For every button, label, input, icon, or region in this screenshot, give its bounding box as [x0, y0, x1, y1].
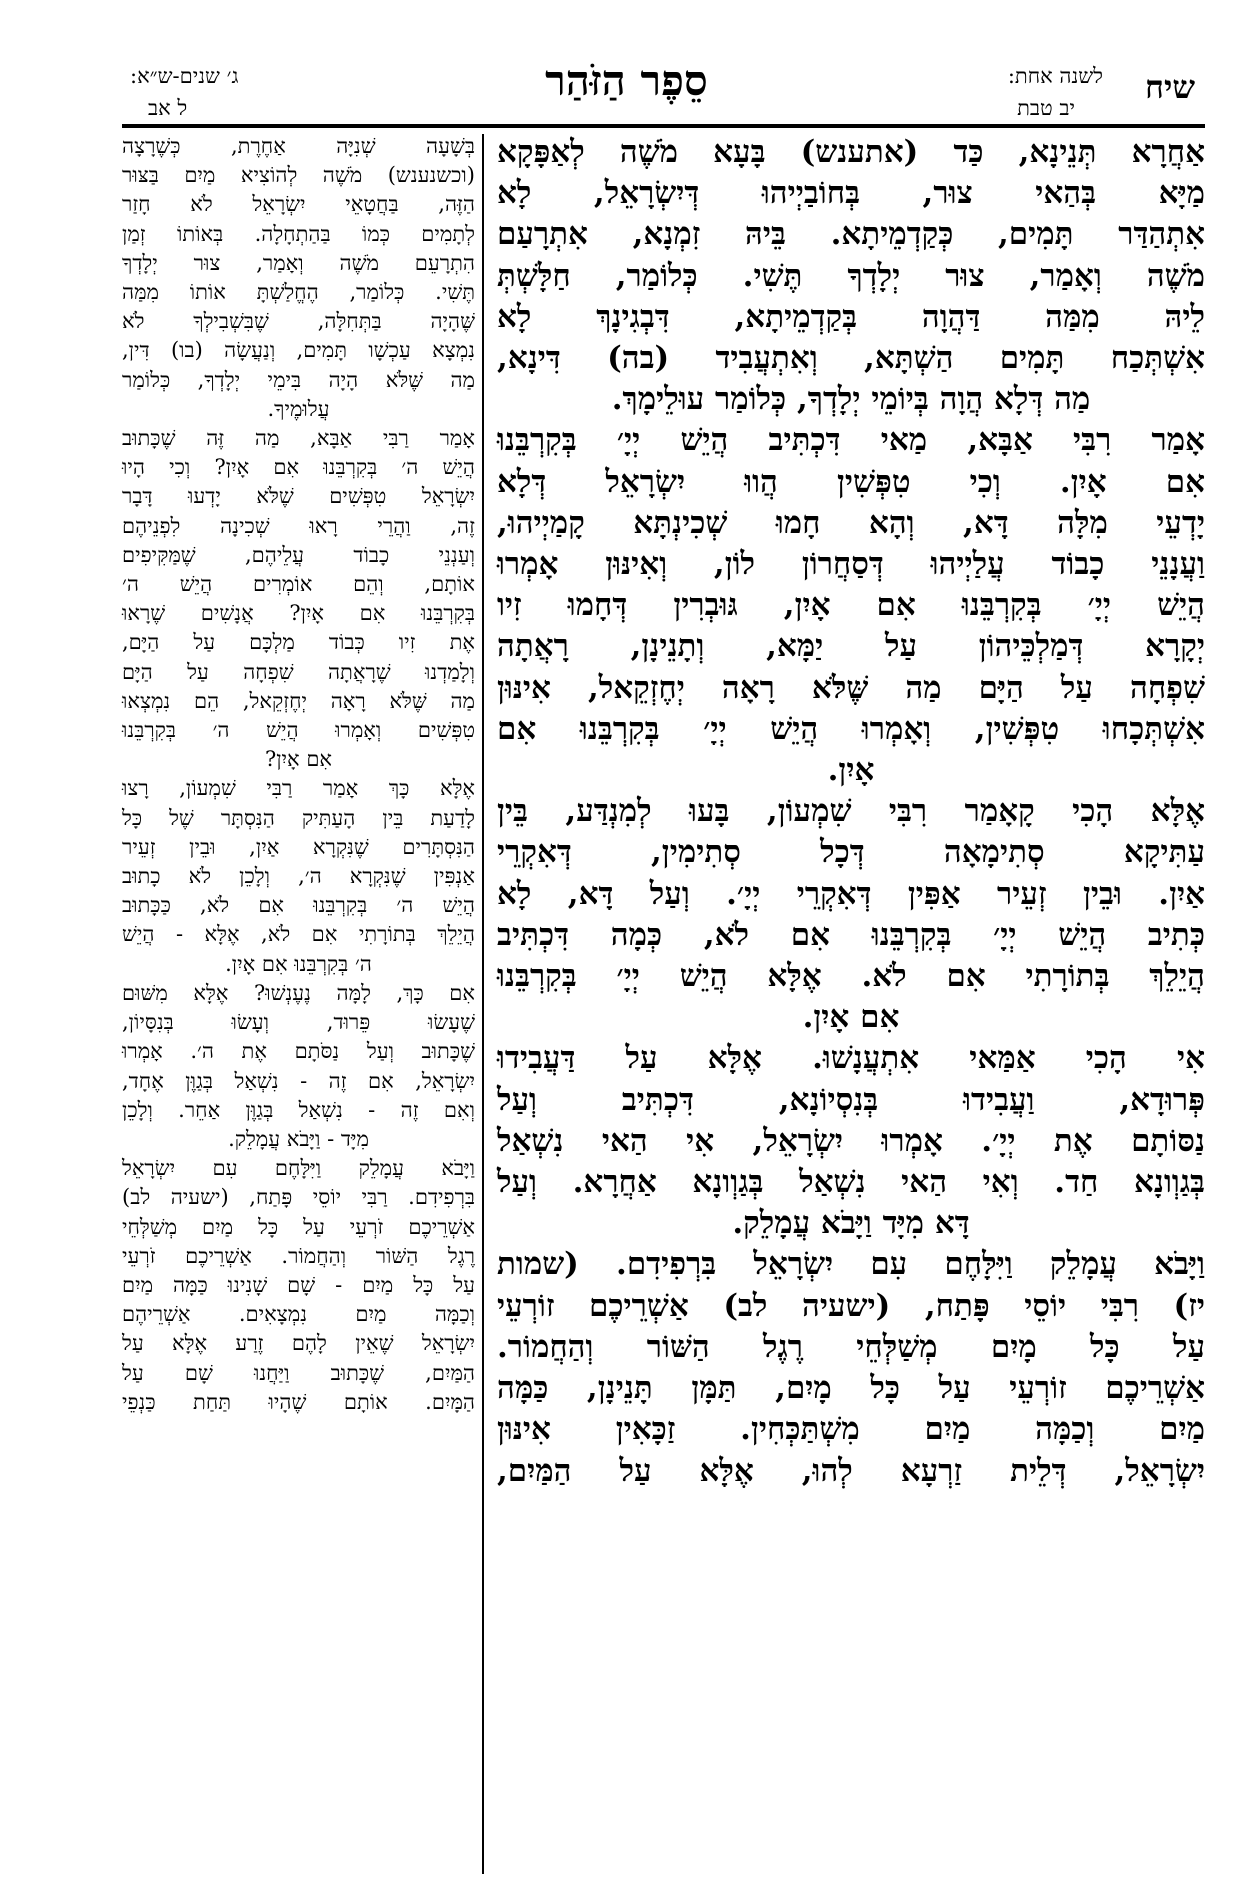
text-line: אֶת זִיו כְּבוֹד מַלְכָּם עַל הַיָּם,: [122, 630, 475, 655]
text-line: יִשְׂרָאֵל טִפְּשִׁים שֶׁלֹּא יָדְעוּ דָּבָר: [122, 484, 475, 509]
page-header: [0, 0, 1253, 120]
text-line: אֶלָּא הָכִי קָאָמַר רִבִּי שִׁמְעוֹן, בָּעוּ לְמִנְדַּע, בֵּין: [497, 793, 1205, 830]
text-line: אִם אָיִן. וְכִי טִפְּשִׁין הֲווּ יִשְׂרָאֵל דְּלָא: [497, 463, 1205, 500]
page-number: שיח: [1145, 68, 1195, 106]
text-line: בְּשָׁעָה שְׁנִיָּה אַחֶרֶת, כְּשֶׁרָצָה: [122, 134, 475, 158]
text-line: בְּקִרְבֵּנוּ אִם אָיִן? אֲנָשִׁים שֶׁרָאוּ: [122, 601, 475, 626]
text-line: לָדַעַת בֵּין הָעַתִּיק הַנִּסְתָּר שֶׁל כָּל: [122, 805, 475, 830]
text-line: אַנְפִּין שֶׁנִּקְרָא ה׳, וְלָכֵן לֹא כָתוּב: [122, 864, 475, 889]
text-line: וְלָמַדְנוּ שֶׁרָאֲתָה שִׁפְחָה עַל הַיָּם: [122, 659, 475, 684]
text-line: יָדְעֵי מִלָּה דָּא, וְהָא חָמוּ שְׁכִינְתָּא קָמַיְיהוּ,: [497, 504, 1205, 541]
aramaic-text-column: [497, 132, 1205, 1492]
text-line: אַשְׁרֵיכֶם זוֹרְעֵי עַל כָּל מָיִם, תַּמָּן תָּנֵינָן, כַּמָּה: [497, 1370, 1205, 1407]
text-line: עַתִּיקָא סְתִימָאָה דְּכָל סְתִימִין, דְּאִקְרֵי: [497, 834, 1205, 871]
text-line: וַיָּבֹא עֲמָלֵק וַיִּלָּחֶם עִם יִשְׂרָאֵל בִּרְפִידִם. (שמות: [497, 1246, 1205, 1283]
text-line: אִשְׁתְּכָחוּ טִפְּשִׁין, וְאָמְרוּ הֲיֵשׁ יְיָ׳ בְּקִרְבֵּנוּ אִם: [497, 710, 1205, 747]
text-line: שִׁפְחָה עַל הַיָּם מַה שֶּׁלֹּא רָאָה יְחֶזְקֵאל, אִינּוּן: [497, 669, 1205, 706]
text-line: אַיִן. וּבֵין זְעֵיר אַפִּין דְּאִקְרֵי יְיָ׳. וְעַל דָּא, לָא: [497, 875, 1205, 912]
text-line: יִשְׂרָאֵל שֶׁאֵין לָהֶם זֶרַע אֶלָּא עַל: [122, 1331, 475, 1356]
text-line: יז) רִבִּי יוֹסֵי פָּתַח, (ישעיה לב) אַשְׁרֵיכֶם זוֹרְעֵי: [497, 1287, 1205, 1324]
text-line: טִפְּשִׁים וְאָמְרוּ הֲיֵשׁ ה׳ בְּקִרְבֵּנוּ: [122, 718, 475, 743]
text-line: לֵיהּ מִמַּה דַּהֲוָה בְּקַדְמֵיתָא, דִּבְגִינָךְ לָא: [497, 298, 1205, 335]
text-line: פְּרוּדָא, וַעֲבִידוּ בְּנִסְיוֹנָא, דִּכְתִּיב וְעַל: [497, 1081, 1205, 1118]
text-line: אָמַר רִבִּי אַבָּא, מַאי דִּכְתִּיב הֲיֵשׁ יְיָ׳ בְּקִרְבֵּנוּ: [497, 422, 1205, 459]
text-line: וַעֲנָנֵי כָבוֹד עֲלַיְיהוּ דְּסַחֲרוֹן לוֹן, וְאִינּוּן אָמְרוּ: [497, 546, 1205, 583]
text-line: הֲיֵלֵךְ בְּתוֹרָתִי אִם לֹא, אֶלָּא - הֲיֵשׁ: [122, 922, 475, 947]
text-line: וְאִם זֶה - נִשְׁאַל בְּגַוֶּן אַחֵר. וְלָכֵן: [122, 1097, 475, 1122]
text-line: מַיָּא בְּהַאי צוּר, בְּחוֹבַיְיהוּ דְּיִשְׂרָאֵל, לָא: [497, 175, 1205, 212]
text-line: זֶה, וַהֲרֵי רָאוּ שְׁכִינָה לִפְנֵיהֶם: [122, 513, 475, 538]
header-divider: [122, 124, 1205, 128]
text-line: אִם אָיִן?: [264, 747, 333, 772]
text-line: וַיָּבֹא עֲמָלֵק וַיִּלָּחֶם עִם יִשְׂרָאֵל: [122, 1156, 475, 1181]
text-line: יְקָרָא דְּמַלְכֵּיהוֹן עַל יַמָּא, וְתָנֵינָן, רָאֲתָה: [497, 628, 1205, 665]
column-divider: [482, 134, 484, 1874]
text-line: לְתָמִים כְּמוֹ בַּהַתְחָלָה. בְּאוֹתוֹ זְמַן: [122, 221, 475, 246]
text-line: הַמַּיִם, שֶׁכָּתוּב וַיַּחֲנוּ שָׁם עַל: [122, 1360, 475, 1385]
text-line: הֲיֵלֵךְ בְּתוֹרָתִי אִם לֹא. אֶלָּא הֲיֵשׁ יְיָ׳ בְּקִרְבֵּנוּ: [497, 958, 1205, 995]
text-line: הִתְרָעֵם מֹשֶׁה וְאָמַר, צוּר יְלָדְךָ: [122, 250, 475, 275]
text-line: מַה דְּלָא הֲוָה בְּיוֹמֵי יְלָדְךָ, כְּלוֹמַר עוּלֵימָךְ.: [611, 381, 1091, 418]
text-line: יִשְׂרָאֵל, דְּלֵית זַרְעָא לְהוּ, אֶלָּא עַל הַמַּיִם,: [497, 1452, 1205, 1489]
hebrew-translation-column: [122, 132, 475, 1417]
text-line: ה׳ בְּקִרְבֵּנוּ אִם אָיִן.: [225, 951, 372, 976]
text-line: שֶׁכָּתוּב וְעַל נַסֹּתָם אֶת ה׳. אָמְרוּ: [122, 1039, 475, 1064]
text-line: הֲיֵשׁ ה׳ בְּקִרְבֵּנוּ אִם לֹא, כַּכָּתוּב: [122, 893, 475, 918]
schedule-one-year-date: יב טבת: [1017, 96, 1075, 120]
text-line: שֶּׁהָיָה בַּתְּחִלָּה, שֶׁבִּשְׁבִילְךָ לֹא: [122, 309, 475, 334]
text-line: וְכַמָּה מַיִם נִמְצָאִים. אַשְׁרֵיהֶם: [122, 1302, 475, 1327]
text-line: וְעַנְנֵי כָבוֹד עֲלֵיהֶם, שֶׁמַּקִּיפִים: [122, 542, 475, 567]
text-line: אִם אָיִן.: [802, 999, 900, 1036]
text-line: דָּא מִיָּד וַיָּבֹא עֲמָלֵק.: [732, 1205, 970, 1242]
text-line: תֶּשִׁי. כְּלוֹמַר, הֶחֱלַשְׁתָּ אוֹתוֹ מִמַּה: [122, 280, 475, 305]
text-line: אָמַר רַבִּי אַבָּא, מַה זֶּה שֶׁכָּתוּב: [122, 426, 475, 451]
text-line: מַה שֶּׁלֹּא רָאָה יְחֶזְקֵאל, הֵם נִמְצְאוּ: [122, 688, 475, 713]
text-line: מֹשֶׁה וְאָמַר, צוּר יְלָדְךָ תֶּשִׁי. כְּלוֹמַר, חַלָּשְׁתְּ: [497, 257, 1205, 294]
text-line: בִּרְפִידִם. רַבִּי יוֹסֵי פָּתַח, (ישעיה לב): [122, 1185, 475, 1210]
text-line: אִשְׁתְּכַח תָּמִים הַשְׁתָּא, וְאִתְעֲבִיד (בה) דִּינָא,: [497, 340, 1205, 377]
text-line: יִשְׂרָאֵל, אִם זֶה - נִשְׁאַל בְּגַוֶּן אֶחָד,: [122, 1068, 475, 1093]
text-line: הֲיֵשׁ ה׳ בְּקִרְבֵּנוּ אִם אָיִן? וְכִי הָיוּ: [122, 455, 475, 480]
text-line: נַסּוֹתָם אֶת יְיָ׳. אָמְרוּ יִשְׂרָאֵל, אִי הַאי נִשְׁאַל: [497, 1122, 1205, 1159]
schedule-three-year-label: ג׳ שנים-ש״א:: [130, 64, 239, 88]
text-line: הַמָּיִם. אוֹתָם שֶׁהָיוּ תַּחַת כַּנְפֵי: [122, 1389, 475, 1414]
text-line: רֶגֶל הַשּׁוֹר וְהַחֲמוֹר. אַשְׁרֵיכֶם זֹרְעֵי: [122, 1243, 475, 1268]
text-line: כְּתִיב הֲיֵשׁ יְיָ׳ בְּקִרְבֵּנוּ אִם לֹא, כְּמָה דִּכְתִּיב: [497, 916, 1205, 953]
text-line: מַיִם וְכַמָּה מַיִם מִשְׁתַּכְּחִין. זַכָּאִין אִינּוּן: [497, 1411, 1205, 1448]
text-line: שֶׁעָשׂוּ פֵּרוּד, וְעָשׂוּ בְּנִסָּיוֹן,: [122, 1010, 475, 1035]
text-line: נִמְצָא עַכְשָׁו תָּמִים, וְנַעֲשָׂה (בו) דִּין,: [122, 338, 475, 363]
text-line: הֲיֵשׁ יְיָ׳ בְּקִרְבֵּנוּ אִם אָיִן, גּוּבְרִין דְּחָמוּ זִיו: [497, 587, 1205, 624]
text-line: הַנִּסְתָּרִים שֶׁנִּקְרָא אַיִן, וּבֵין זְעֵיר: [122, 834, 475, 859]
text-line: אוֹתָם, וְהֵם אוֹמְרִים הֲיֵשׁ ה׳: [122, 572, 475, 597]
schedule-three-year-date: ל אב: [148, 96, 188, 120]
text-line: אִתְהַדַּר תָּמִים, כְּקַדְמֵיתָא. בֵּיהּ זִמְנָא, אִתְרָעַם: [497, 216, 1205, 253]
text-line: מַה שֶּׁלֹּא הָיָה בִּימֵי יְלָדְךָ, כְּלוֹמַר: [122, 367, 475, 392]
text-line: בְּגַוְונָא חַד. וְאִי הַאי נִשְׁאַל בְּגַוְונָא אַחֲרָא. וְעַל: [497, 1164, 1205, 1201]
text-line: אֶלָּא כָּךְ אָמַר רַבִּי שִׁמְעוֹן, רָצוּ: [122, 776, 475, 801]
text-line: אַשְׁרֵיכֶם זֹרְעֵי עַל כָּל מַיִם מְשַׁלְּחֵי: [122, 1214, 475, 1239]
text-line: הַזֶּה, בַּחֲטָאֵי יִשְׂרָאֵל לֹא חָזַר: [122, 192, 475, 217]
text-line: אָיִן.: [827, 752, 875, 789]
text-line: (וכשנענש) מֹשֶׁה לְהוֹצִיא מַיִם בַּצּוּר: [122, 163, 475, 188]
text-line: אִם כָּךְ, לָמָּה נֶעֶנְשׁוּ? אֶלָּא מִשּׁוּם: [122, 980, 475, 1005]
text-line: עַל כָּל מַיִם - שָׁם שָׁנִינוּ כַּמָּה מַיִם: [122, 1272, 475, 1297]
schedule-one-year-label: לשנה אחת:: [1007, 64, 1103, 88]
book-title: סֵפֶר הַזֹּהַר: [545, 56, 708, 105]
text-line: אִי הָכִי אַמַּאי אִתְעֲנָשׁוּ. אֶלָּא עַל דַּעֲבִידוּ: [497, 1040, 1205, 1077]
text-line: מִיָּד - וַיָּבֹא עֲמָלֵק.: [228, 1126, 369, 1151]
text-line: עַל כָּל מָיִם מְשַׁלְּחֵי רֶגֶל הַשּׁוֹר וְהַחֲמוֹר.: [497, 1328, 1205, 1365]
text-line: עֲלוּמֶיךָ.: [267, 396, 330, 421]
text-line: אַחֲרָא תְּנֵינָא, כַּד (אתענש) בָּעָא מֹשֶׁה לְאַפָּקָא: [497, 134, 1205, 170]
